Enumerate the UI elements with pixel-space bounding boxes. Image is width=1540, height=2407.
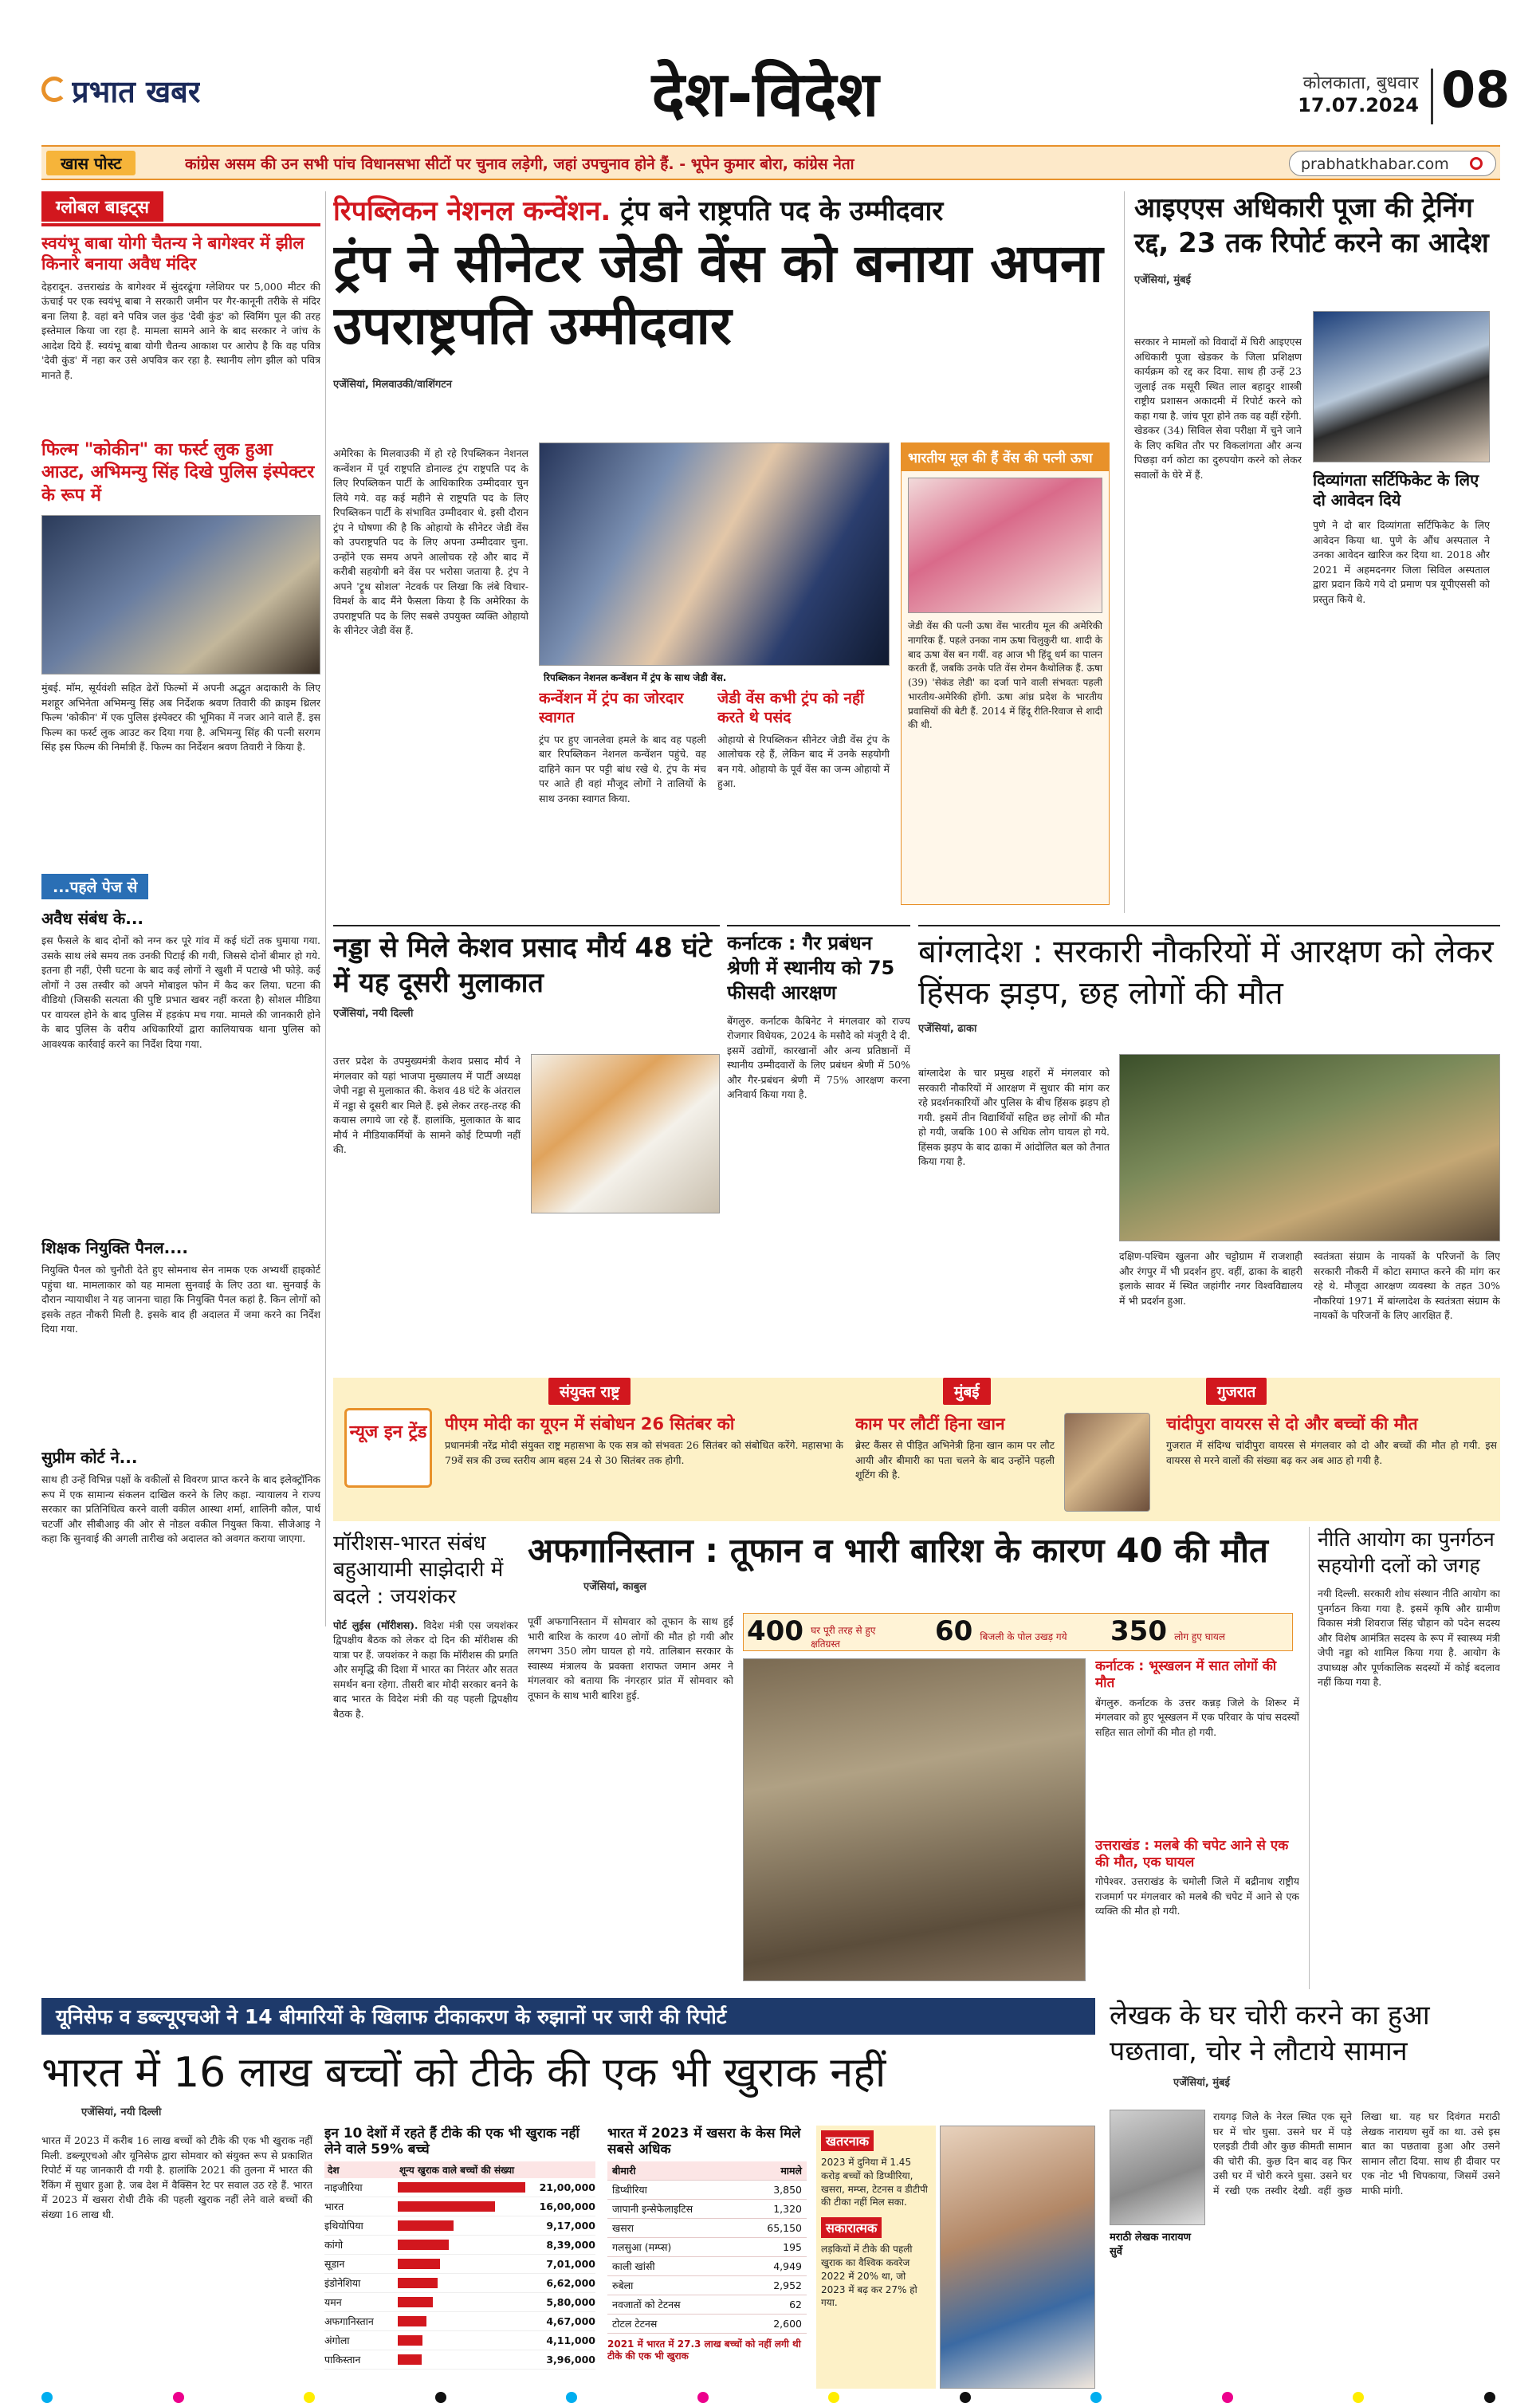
nadda-byline: एजेंसियां, नयी दिल्ली: [333, 1008, 414, 1021]
afghan-flood-photo: [743, 1658, 1086, 1981]
unicef-sidebar: [816, 2126, 1095, 2389]
left-column: [41, 191, 320, 1650]
t2-cell: 1,320: [741, 2199, 807, 2218]
countries-table: [324, 2126, 595, 2389]
site-link-text: prabhatkhabar.com: [1301, 155, 1449, 173]
table-row: [324, 2255, 595, 2274]
puja-subbody: पुणे ने दो बार दिव्यांगता सर्टिफिकेट के लिए आवेदन किया था. पुणे के औंध अस्पताल ने उनका आवेदन खारिज कर दिया था. 2018 और 2021 में अहमदनगर जिला सिविल अस्पताल द्वारा प्रदान किये गये दो प्रमाण पत्र यूपीएससी को प्रस्तुत किये थे.: [1313, 519, 1490, 605]
main-byline: एजेंसियां, मिलवाउकी/वाशिंगटन: [333, 379, 453, 391]
karnataka-body: बेंगलुरु. कर्नाटक कैबिनेट ने मंगलवार को राज्य रोजगार विधेयक, 2024 के मसौदे को मंजूरी दे दी. इसमें उद्योगों, कारखानों और अन्य प्रतिष्ठानों में स्थानीय उम्मीदवारों के लिए प्रबंधन श्रेणी में 50% और गैर-प्रबंधन श्रेणी में 75% आरक्षण करना अनिवार्य किया गया है.: [727, 1014, 910, 1101]
t2-cell: 4,949: [741, 2256, 807, 2275]
main-body-col1: अमेरिका के मिलवाउकी में हो रहे रिपब्लिकन नेशनल कन्वेंशन में पूर्व राष्ट्रपति डोनाल्ड ट्रंप राष्ट्रपति पद के लिए रिपब्लिकन पार्टी के आधिकारिक उम्मीदवार चुन लिये गये. वह कई महीने से राष्ट्रपति पद के लिए रिपब्लिकन पार्टी के संभावित उम्मीदवार थे. इसी दौरान ट्रंप ने घोषणा की है कि ओहायो के सीनेटर जेडी वेंस को उपराष्ट्रपति पद के लिए अपना उम्मीदवार चुना. उन्होंने एक समय अपने आलोचक रहे और बाद में करीबी सहयोगी बने वेंस पर भरोसा जताया है. ट्रंप ने अपने 'ट्रूथ सोशल' नेटवर्क पर लिखा कि लंबे विचार-विमर्श के बाद मैंने फैसला किया है कि अमेरिका के उपराष्ट्रपति पद के लिए सबसे उपयुक्त व्यक्ति ओहायो के सीनेटर जेडी वेंस हैं.: [333, 447, 528, 636]
table-row: [324, 2293, 595, 2312]
pehle-page-tag: ...पहले पेज से: [41, 874, 148, 899]
afghan-stat-num-3: 350: [1110, 1615, 1167, 1647]
pehle-body-2: नियुक्ति पैनल को चुनौती देते हुए सोमनाथ सेन नामक एक अभ्यर्थी हाइकोर्ट पहुंचा था. मामलाकार को यह मामला सुनवाई के लिए उठा था. सुनवाई के दौरान न्यायाधीश ने यह जानना चाहा कि नियुक्ति पैनल कहां है. किन लोगों को इसके तहत नौकरी मिली है. इसके बाद ही अदालत में जमा करने का निर्देश दिया गया.: [41, 1264, 320, 1335]
pehle-headline-1: अवैध संबंध के...: [41, 909, 144, 929]
t1-bar: [398, 2220, 454, 2231]
reg-dot: [173, 2392, 184, 2403]
reg-dot: [1353, 2392, 1364, 2403]
sub1-headline: कन्वेंशन में ट्रंप का जोरदार स्वागत: [539, 690, 684, 726]
side-u-headline: उत्तराखंड : मलबे की चपेट आने से एक की मौत, एक घायल: [1095, 1837, 1289, 1870]
table-row: [607, 2237, 807, 2256]
t1-col-country: देश: [328, 2164, 340, 2176]
global-bites-tag: ग्लोबल बाइट्स: [41, 191, 163, 222]
t1-bar: [398, 2354, 422, 2365]
khas-post-bar: [41, 145, 1500, 180]
unicef-kicker: यूनिसेफ व डब्ल्यूएचओ ने 14 बीमारियों के खिलाफ टीकाकरण के रुझानों पर जारी की रिपोर्ट: [41, 1998, 1095, 2035]
pehle-headline-3: सुप्रीम कोर्ट ने...: [41, 1448, 138, 1468]
side-k-headline: कर्नाटक : भूस्खलन में सात लोगों की मौत: [1095, 1658, 1277, 1692]
thief-photo-caption: मराठी लेखक नारायण सुर्वे: [1110, 2232, 1192, 2258]
trump-vance-photo: [539, 442, 890, 666]
masthead-date: [1259, 70, 1419, 126]
main-photo-caption: रिपब्लिकन नेशनल कन्वेंशन में ट्रंप के साथ जेडी वेंस.: [539, 668, 890, 686]
bangladesh-body-3: स्वतंत्रता संग्राम के नायकों के परिजनों के लिए सरकारी नौकरी में कोटा समाप्त करने की मांग कर रहे थे. मौजूदा आरक्षण व्यवस्था के तहत 30% नौकरियां 1971 में बांग्लादेश के स्वतंत्रता संग्राम के नायकों के परिजनों के लिए आरक्षित हैं.: [1314, 1250, 1500, 1321]
t1-bar: [398, 2297, 433, 2307]
khas-post-label: खास पोस्ट: [46, 151, 136, 175]
mauritius-headline: मॉरीशस-भारत संबंध बहुआयामी साझेदारी में बदले : जयशंकर: [333, 1532, 504, 1609]
t1-country: सूडान: [324, 2257, 345, 2270]
masthead-logo: [41, 70, 249, 118]
bite-body-2: मुंबई. माॅम, सूर्यवंशी सहित ढेरों फिल्मों में अपनी अद्भुत अदाकारी के लिए मशहूर अभिनेता अभिमन्यु सिंह अब निर्देशक श्रवण तिवारी की क्राइम थ्रिलर फिल्म 'कोकीन' में एक पुलिस इंस्पेक्टर की भूमिका में नजर आने वाले हैं. इस फिल्म का फर्स्ट लुक आउट कर दिया गया है. अभिमन्यु सिंह की पत्नी सरगम सिंह इस फिल्म की निर्मात्री हैं. फिल्म का निर्देशन श्रवण तिवारी ने किया है.: [41, 682, 320, 753]
strip-headline-mumbai: काम पर लौटीं हिना खान: [855, 1414, 1005, 1434]
side-u-body: गोपेश्वर. उत्तराखंड के चमोली जिले में बद्रीनाथ राष्ट्रीय राजमार्ग पर मंगलवार को मलबे की चपेट में आने से एक व्यक्ति की मौत हो गयी.: [1095, 1875, 1299, 1917]
reg-dot: [1090, 2392, 1102, 2403]
thief-byline: एजेंसियां, मुंबई: [1173, 2076, 1230, 2089]
afghan-stat-num-2: 60: [935, 1615, 973, 1647]
afghan-stat-1: [747, 1615, 926, 1650]
trend-label-text: न्यूज इन ट्रेंड: [349, 1422, 427, 1442]
table-row: [324, 2178, 595, 2197]
afghan-stat-3: [1110, 1615, 1290, 1650]
sub1-body: ट्रंप पर हुए जानलेवा हमले के बाद वह पहली बार रिपब्लिकन नेशनल कन्वेंशन पहुंचे. वह दाहिने कान पर पट्टी बांध रखे थे. ट्रंप के मंच पर आते ही वहां मौजूद लोगों ने तालियों के साथ उनका स्वागत किया.: [539, 733, 706, 804]
risk-body: 2023 में दुनिया में 1.45 करोड़ बच्चों को डिप्थीरिया, खसरा, मम्प्स, टेटनस व डीटीपी की टीका नहीं मिल सका.: [821, 2157, 928, 2208]
afghan-body: पूर्वी अफगानिस्तान में सोमवार को तूफान के साथ हुई भारी बारिश के कारण 40 लोगों की मौत हो गयी और लगभग 350 लोग घायल हो गये. तालिबान सरकार के स्वास्थ्य मंत्रालय के प्रवक्ता शराफत जमान अमर ने मंगलवार को बताया कि नंगरहार प्रांत में सोमवार को तूफान के साथ भारी बारिश हुई.: [528, 1615, 733, 1701]
t1-bar: [398, 2259, 440, 2269]
puja-body: सरकार ने मामलों को विवादों में घिरी आइएएस अधिकारी पूजा खेडकर के जिला प्रशिक्षण कार्यक्रम को रद्द कर दिया. साथ ही उन्हें 23 जुलाई तक मसूरी स्थित लाल बहादुर शास्त्री राष्ट्रीय प्रशासन अकादमी में रिपोर्ट करने को कहा गया है. जांच पूरा होने तक वह वहीं रहेंगी. खेडकर (34) सिविल सेवा परीक्षा में चुने जाने के लिए कथित तौर पर विकलांगता और अन्य पिछड़ा वर्ग कोटा का दुरुपयोग करने को लेकर सवालों के घेरे में हैं.: [1134, 336, 1302, 481]
afghan-stats: [743, 1613, 1293, 1651]
t2-cell: काली खांसी: [607, 2256, 741, 2275]
reg-dot: [1484, 2392, 1495, 2403]
trend-label: [344, 1408, 432, 1488]
bite-headline-1: स्वयंभू बाबा योगी चैतन्य ने बागेश्वर में झील किनारे बनाया अवैध मंदिर: [41, 234, 304, 274]
strip-region-un: संयुक्त राष्ट्र: [548, 1378, 631, 1405]
spouse-body: जेडी वेंस की पत्नी ऊषा वेंस भारतीय मूल की अमेरिकी नागरिक हैं. पहले उनका नाम ऊषा चिलुकुरी था. शादी के बाद ऊषा वेंस बन गयीं. वह आज भी हिंदू धर्म का पालन करती हैं, जबकि उनके पति वेंस रोमन कैथोलिक हैं. ऊषा (39) 'सेकंड लेडी' का दर्जा पाने वाली संभवतः पहली भारतीय-अमेरिकी होंगी. ऊषा आंध्र प्रदेश के भारतीय प्रवासियों की बेटी हैं. 2014 में हिंदू रीति-रिवाज से शादी की थी.: [908, 620, 1102, 731]
t1-title: इन 10 देशों में रहते हैं टीके की एक भी खुराक नहीं लेने वाले 59% बच्चे: [324, 2126, 579, 2158]
unicef-headline: भारत में 16 लाख बच्चों को टीके की एक भी खुराक नहीं: [41, 2049, 886, 2097]
thief-story: [1110, 1998, 1500, 2389]
t2-cell: 65,150: [741, 2218, 807, 2237]
t1-country: पाकिस्तान: [324, 2353, 361, 2366]
reg-dot: [828, 2392, 839, 2403]
reg-dot: [960, 2392, 971, 2403]
hina-khan-photo: [1064, 1413, 1150, 1512]
table-row: [324, 2274, 595, 2293]
t2-cell: डिप्थीरिया: [607, 2180, 741, 2199]
search-icon: [1470, 157, 1483, 170]
main-headline: ट्रंप ने सीनेटर जेडी वेंस को बनाया अपना उपराष्ट्रपति उम्मीदवार: [333, 233, 1103, 356]
pehle-headline-2: शिक्षक नियुक्ति पैनल....: [41, 1238, 188, 1258]
afghan-stat-label-3: लोग हुए घायल: [1174, 1631, 1226, 1642]
niti-headline: नीति आयोग का पुनर्गठन सहयोगी दलों को जगह: [1318, 1528, 1495, 1577]
bangladesh-byline: एजेंसियां, ढाका: [918, 1023, 977, 1035]
bangladesh-body-2: दक्षिण-पश्चिम खुलना और चट्टोग्राम में राजशाही और रंगपुर में भी प्रदर्शन हुए. वहीं, ढाका के बाहरी इलाके सावर में स्थित जहांगीर नगर विश्वविद्यालय में भी प्रदर्शन हुआ.: [1119, 1250, 1302, 1307]
t1-country: अफगानिस्तान: [324, 2315, 374, 2327]
risk-headline: खतरनाक: [821, 2130, 874, 2151]
niti-body: नयी दिल्ली. सरकारी शोध संस्थान नीति आयोग का पुनर्गठन किया गया है. इसमें कृषि और ग्रामीण विकास मंत्री शिवराज सिंह चौहान को पदेन सदस्य और विशेष आमंत्रित सदस्य के रूप में स्वास्थ्य मंत्री जेपी नड्डा को शामिल किया गया है. आयोग के उपाध्यक्ष और पूर्णकालिक सदस्यों में कोई बदलाव नहीं किया गया है.: [1318, 1587, 1500, 1688]
t2-cell: 195: [741, 2237, 807, 2256]
child-vaccine-photo: [940, 2126, 1095, 2389]
t1-bar: [398, 2201, 495, 2212]
t1-bar: [398, 2240, 449, 2250]
usha-vance-photo: [908, 478, 1102, 613]
t1-country: अंगोला: [324, 2334, 350, 2346]
t1-country: इथियोपिया: [324, 2219, 363, 2232]
table-row: [324, 2236, 595, 2255]
t1-country: यमन: [324, 2295, 342, 2308]
table-row: [324, 2216, 595, 2236]
t1-country: नाइजीरिया: [324, 2181, 363, 2193]
sub-story-1: [539, 690, 706, 905]
reg-dot: [1222, 2392, 1233, 2403]
table-row: [607, 2218, 807, 2237]
t2-cell: 62: [741, 2295, 807, 2314]
table-row: [324, 2197, 595, 2216]
strip-region-mumbai: मुंबई: [943, 1378, 991, 1405]
sub-story-2: [717, 690, 890, 905]
karnataka-headline: कर्नाटक : गैर प्रबंधन श्रेणी में स्थानीय को 75 फीसदी आरक्षण: [727, 932, 895, 1005]
t2-cell: गलसुआ (मम्प्स): [607, 2237, 741, 2256]
mauritius-body: [333, 1618, 518, 1906]
sub2-headline: जेडी वेंस कभी ट्रंप को नहीं करते थे पसंद: [717, 690, 864, 726]
afghan-stat-2: [935, 1615, 1102, 1650]
bangladesh-story: [918, 925, 1500, 1371]
logo-text: प्रभात खबर: [72, 74, 201, 109]
film-still-photo: [41, 515, 320, 675]
karnataka-story: [727, 925, 910, 1371]
page-title: देश-विदेश: [651, 59, 879, 131]
risk-box: [816, 2126, 936, 2389]
t1-country: भारत: [324, 2200, 344, 2212]
puja-headline: आइएएस अधिकारी पूजा की ट्रेनिंग रद्द, 23 तक रिपोर्ट करने का आदेश: [1134, 192, 1489, 259]
niti-story: [1309, 1527, 1500, 1989]
puja-subhead: दिव्यांगता सर्टिफिकेट के लिए दो आवेदन दिये: [1313, 470, 1479, 509]
pehle-body-1: इस फैसले के बाद दोनों को नग्न कर पूरे गांव में कई घंटों तक घुमाया गया. उसके साथ लंबे समय तक उनकी पिटाई की गयी, जिससे दोनों बीमार हो गये. इतना ही नहीं, ऐसी घटना के बाद कई लोगों ने खुशी में पटाखे भी फोड़े. कई लोगों ने उस तस्वीर को अपने मोबाइल फोन में कैद कर लिया. घटना की वीडियो (जिसकी सत्यता की पुष्टि प्रभात खबर नहीं करता है) सोशल मीडिया पर वायरल होने के बाद पुलिस में हड़कंप मच गया. मामले की जानकारी होने के बाद पुलिस के वरीय अधिकारियों द्वारा कालियाचक थाना पुलिस को आवश्यक कार्रवाई करने का निर्देश दिया गया.: [41, 934, 320, 1050]
masthead-divider: [1431, 69, 1433, 124]
t1-rows: [324, 2178, 595, 2370]
t2-footnote: 2021 में भारत में 27.3 लाख बच्चों को नहीं लगी थी टीके की एक भी खुराक: [607, 2338, 801, 2362]
reg-dot: [304, 2392, 315, 2403]
reg-dot: [566, 2392, 577, 2403]
logo-swoosh-icon: [41, 77, 67, 102]
puja-photo: [1313, 311, 1490, 462]
strip-body-gujarat: गुजरात में संदिग्ध चांदीपुरा वायरस से मंगलवार को दो और बच्चों की मौत हो गयी. इस वायरस से मरने वालों की संख्या बढ़ कर अब आठ हो गयी है.: [1166, 1439, 1497, 1466]
t1-value: 4,11,000: [546, 2334, 595, 2346]
t2-cell: टोटल टेटनस: [607, 2314, 741, 2333]
t2-cell: रुबेला: [607, 2275, 741, 2295]
mauritius-body-text: विदेश मंत्री एस जयशंकर द्विपक्षीय बैठक को लेकर दो दिन की मॉरीशस की यात्रा पर हैं. जयशंकर ने कहा कि मॉरीशस की प्रगति और समृद्धि की दिशा में भारत का निरंतर और सतत समर्थन बना रहेगा. तीसरी बार मोदी सरकार बनने के बाद भारत के विदेश मंत्री की यह पहली द्विपक्षीय बैठक है.: [333, 1618, 518, 1720]
bangladesh-headline: बांग्लादेश : सरकारी नौकरियों में आरक्षण को लेकर हिंसक झड़प, छह लोगों की मौत: [918, 934, 1494, 1012]
afghan-stat-label-1: घर पूरी तरह से हुए क्षतिग्रस्त: [811, 1624, 876, 1650]
table-row: [607, 2199, 807, 2218]
positive-headline: सकारात्मक: [821, 2217, 882, 2238]
thief-headline: लेखक के घर चोरी करने का हुआ पछतावा, चोर ने लौटाये सामान: [1110, 2000, 1430, 2067]
column-rule: [325, 191, 326, 1626]
reg-dot: [697, 2392, 709, 2403]
khas-post-quote: कांग्रेस असम की उन सभी पांच विधानसभा सीटों पर चुनाव लड़ेगी, जहां उपचुनाव होने हैं. - भूपेन कुमार बोरा, कांग्रेस नेता: [185, 155, 854, 173]
t2-cell: 3,850: [741, 2180, 807, 2199]
news-in-trend-strip: [333, 1378, 1500, 1521]
table-row: [607, 2256, 807, 2275]
nadda-body: उत्तर प्रदेश के उपमुख्यमंत्री केशव प्रसाद मौर्य ने मंगलवार को यहां भाजपा मुख्यालय में पार्टी अध्यक्ष जेपी नड्डा से मुलाकात की. केशव 48 घंटे के अंतराल में नड्डा से दूसरी बार मिले हैं. इसे लेकर तरह-तरह की कयास लगाये जा रहे हैं. हालांकि, मुलाकात के बाद मौर्य ने मीडियाकर्मियों के सामने कोई टिप्पणी नहीं की.: [333, 1055, 521, 1155]
issue-date: 17.07.2024: [1298, 94, 1419, 116]
t1-country: इंडोनेशिया: [324, 2276, 361, 2289]
t2-cell: नवजातों को टेटनस: [607, 2295, 741, 2314]
table-row: [607, 2275, 807, 2295]
nadda-body-2: [531, 1221, 720, 1371]
t1-value: 21,00,000: [539, 2181, 595, 2193]
table-row: [607, 2295, 807, 2314]
t2-table: [607, 2161, 807, 2334]
t2-cell: 2,952: [741, 2275, 807, 2295]
t2-col-disease: बीमारी: [607, 2161, 741, 2181]
t1-value: 4,67,000: [546, 2315, 595, 2327]
t1-value: 7,01,000: [546, 2257, 595, 2270]
t1-value: 3,96,000: [546, 2353, 595, 2366]
t2-cell: जापानी इन्सेफेलाइटिस: [607, 2199, 741, 2218]
table-row: [324, 2350, 595, 2370]
main-kicker: [333, 191, 1114, 228]
side-k-body: बेंगलुरु. कर्नाटक के उत्तर कन्नड़ जिले के शिरूर में मंगलवार को हुए भूस्खलन में एक परिवार के पांच सदस्यों सहित सात लोगों की मौत हो गयी.: [1095, 1696, 1299, 1738]
thief-body: रायगढ़ जिले के नेरल स्थित एक सूने घर में चोर घुसा. उसने घर में पड़े एलइडी टीवी और कुछ कीमती सामान की चोरी की. कुछ दिन बाद वह फिर उसी घर में चोरी करने घुसा. उसने घर में रखी एक तस्वीर देखी. वहीं कुछ लिखा था. यह घर दिवंगत मराठी लेखक नारायण सुर्वे का था. उसे इस बात का पछतावा हुआ और उसने सामान लौटा दिया. साथ ही दीवार पर एक नोट भी चिपकाया, जिसमें उसने माफी मांगी.: [1213, 2110, 1500, 2197]
strip-body-mumbai: ब्रेस्ट कैंसर से पीड़ित अभिनेत्री हिना खान काम पर लौट आयी और बीमारी का पता चलने के बाद उन्होंने पहली शूटिंग की है.: [855, 1439, 1055, 1481]
mauritius-dateline: पोर्ट लुईस (मॉरीशस).: [333, 1618, 418, 1631]
spouse-headline: भारतीय मूल की हैं वेंस की पत्नी ऊषा: [902, 443, 1109, 471]
puja-byline: एजेंसियां, मुंबई: [1134, 274, 1191, 287]
afghan-stat-label-2: बिजली के पोल उखड़ गये: [980, 1631, 1067, 1642]
strip-headline-un: पीएम मोदी का यूएन में संबोधन 26 सितंबर को: [445, 1414, 735, 1434]
t1-bar: [398, 2278, 438, 2288]
t1-bar: [398, 2182, 525, 2193]
disease-table: [607, 2126, 807, 2389]
reg-dot: [41, 2392, 53, 2403]
masthead: [0, 0, 1540, 140]
afghan-stat-num-1: 400: [747, 1615, 803, 1647]
t2-title: भारत में 2023 में खसरा के केस मिले सबसे अधिक: [607, 2126, 801, 2158]
nadda-maurya-photo: [531, 1054, 720, 1213]
t1-value: 16,00,000: [539, 2200, 595, 2212]
t1-value: 8,39,000: [546, 2238, 595, 2251]
t2-cell: खसरा: [607, 2218, 741, 2237]
afghan-headline: अफगानिस्तान : तूफान व भारी बारिश के कारण 40 की मौत: [528, 1531, 1268, 1570]
registration-marks: [41, 2392, 1500, 2405]
narayan-surve-photo: [1110, 2110, 1205, 2225]
t1-value: 9,17,000: [546, 2219, 595, 2232]
mauritius-story: [333, 1531, 518, 1977]
table-row: [607, 2180, 807, 2199]
bangladesh-body: बांग्लादेश के चार प्रमुख शहरों में मंगलवार को सरकारी नौकरियों में आरक्षण में सुधार की मांग कर रहे प्रदर्शनकारियों और पुलिस के बीच हिंसक झड़प हो गयी. इसमें तीन विद्यार्थियों सहित छह लोगों की मौत हो गयी, जबकि 100 से अधिक लोग घायल हो गये. हिंसक झड़प के बाद ढाका में आंदोलित बल को तैनात किया गया है.: [918, 1067, 1110, 1167]
reg-dot: [435, 2392, 446, 2403]
nadda-story: [333, 925, 720, 1371]
t1-bar: [398, 2335, 422, 2346]
site-link[interactable]: [1289, 151, 1496, 176]
sub2-body: ओहायो से रिपब्लिकन सीनेटर जेडी वेंस ट्रंप के आलोचक रहे हैं, लेकिन बाद में उनके सहयोगी बन गये. ओहायो के पूर्व वेंस का जन्म ओहायो में हुआ.: [717, 733, 890, 789]
bite-body-1: देहरादून. उत्तराखंड के बागेश्वर में सुंदरढूंगा ग्लेशियर पर 5,000 मीटर की ऊंचाई पर एक स्वयंभू बाबा ने सरकारी जमीन पर गैर-कानूनी तरीके से मंदिर बना लिया है. वहां बने पवित्र जल कुंड 'देवी कुंड' को स्विमिंग पूल की तरह इस्तेमाल किया जा रहा है. मामला सामने आने के बाद सरकार ने जांच के आदेश दिये हैं. स्वयंभू बाबा योगी चैतन्य आकाश पर आरोप है कि वह पवित्र 'देवी कुंड' में नहा कर उसे अपवित्र कर रहा है. स्थानीय लोग झील को पवित्र मानते हैं.: [41, 280, 320, 381]
table-row: [607, 2314, 807, 2333]
main-kicker-red: रिपब्लिकन नेशनल कन्वेंशन.: [333, 195, 611, 227]
t1-value: 5,80,000: [546, 2295, 595, 2308]
strip-col-un: [445, 1378, 843, 1521]
page-number: 08: [1441, 61, 1511, 119]
strip-body-un: प्रधानमंत्री नरेंद्र मोदी संयुक्त राष्ट्र महासभा के एक सत्र को संभवतः 26 सितंबर को संबोधित करेंगे. महासभा के 79वें सत्र की उच्च स्तरीय आम बहस 24 से 30 सितंबर तक होगी.: [445, 1439, 843, 1466]
t1-country: कांगो: [324, 2238, 344, 2251]
unicef-body: भारत में 2023 में करीब 16 लाख बच्चों को टीके की एक भी खुराक नहीं मिली. डब्ल्यूएचओ और यूनिसेफ द्वारा सोमवार को संयुक्त रूप से प्रकाशित रिपोर्ट में यह जानकारी दी गयी है. हालांकि 2021 की तुलना में भारत की रैंकिंग में सुधार हुआ है. जब देश में वैक्सिन रेट पर सवाल उठ रहे हैं. भारत में 2023 में खसरा रोधी टीके की पहली खुराक नहीं लेने वाले बच्चों की संख्या 16 लाख थी.: [41, 2134, 312, 2220]
side-news-box: [1095, 1658, 1299, 1981]
pehle-body-3: साथ ही उन्हें विभिन्न पक्षों के वकीलों से विवरण प्राप्त करने के बाद इलेक्ट्रॉनिक रूप में एक सामान्य संकलन दाखिल करने के लिए कहा. न्यायालय ने राज्य सरकार का प्रतिनिधित्व करने वाली वकील आस्था शर्मा, शालिनी कौल, पार्थ चटर्जी और सीबीआइ की ओर से नोडल वकील नियुक्त किया. सीजेआइ ने कहा कि सुनवाई की अगली तारीख को अदालत को अवगत कराया जाएगा.: [41, 1473, 320, 1545]
t1-value: 6,62,000: [546, 2276, 595, 2289]
unicef-story: [41, 1998, 1095, 2389]
afghan-story: [528, 1527, 1299, 1989]
strip-col-mumbai: [855, 1378, 1154, 1521]
strip-region-gujarat: गुजरात: [1206, 1378, 1267, 1405]
t2-cell: 2,600: [741, 2314, 807, 2333]
city-day: कोलकाता, बुधवार: [1302, 73, 1419, 93]
strip-headline-gujarat: चांदीपुरा वायरस से दो और बच्चों की मौत: [1166, 1414, 1418, 1434]
unicef-byline: एजेंसियां, नयी दिल्ली: [81, 2106, 162, 2118]
t1-bar: [398, 2316, 426, 2326]
positive-body: लड़कियों में टीके की पहली खुराक का वैश्विक कवरेज 2022 में 20% था, जो 2023 में बढ़ कर 27% हो गया.: [821, 2244, 917, 2309]
table-row: [324, 2331, 595, 2350]
strip-col-gujarat: [1166, 1378, 1497, 1521]
t2-col-cases: मामले: [741, 2161, 807, 2181]
table-row: [324, 2312, 595, 2331]
main-story: [333, 191, 1114, 913]
bite-headline-2: फिल्म "कोकीन" का फर्स्ट लुक हुआ आउट, अभिमन्यु सिंह दिखे पुलिस इंस्पेक्टर के रूप में: [41, 439, 315, 505]
afghan-byline: एजेंसियां, काबुल: [583, 1581, 646, 1593]
spouse-box: [901, 442, 1110, 905]
bangladesh-clash-photo: [1119, 1054, 1500, 1241]
nadda-headline: नड्डा से मिले केशव प्रसाद मौर्य 48 घंटे में यह दूसरी मुलाकात: [333, 932, 712, 999]
main-kicker-black: ट्रंप बने राष्ट्रपति पद के उम्मीदवार: [620, 195, 944, 227]
puja-story: [1124, 191, 1500, 913]
t1-col-count: शून्य खुराक वाले बच्चों की संख्या: [399, 2164, 515, 2176]
